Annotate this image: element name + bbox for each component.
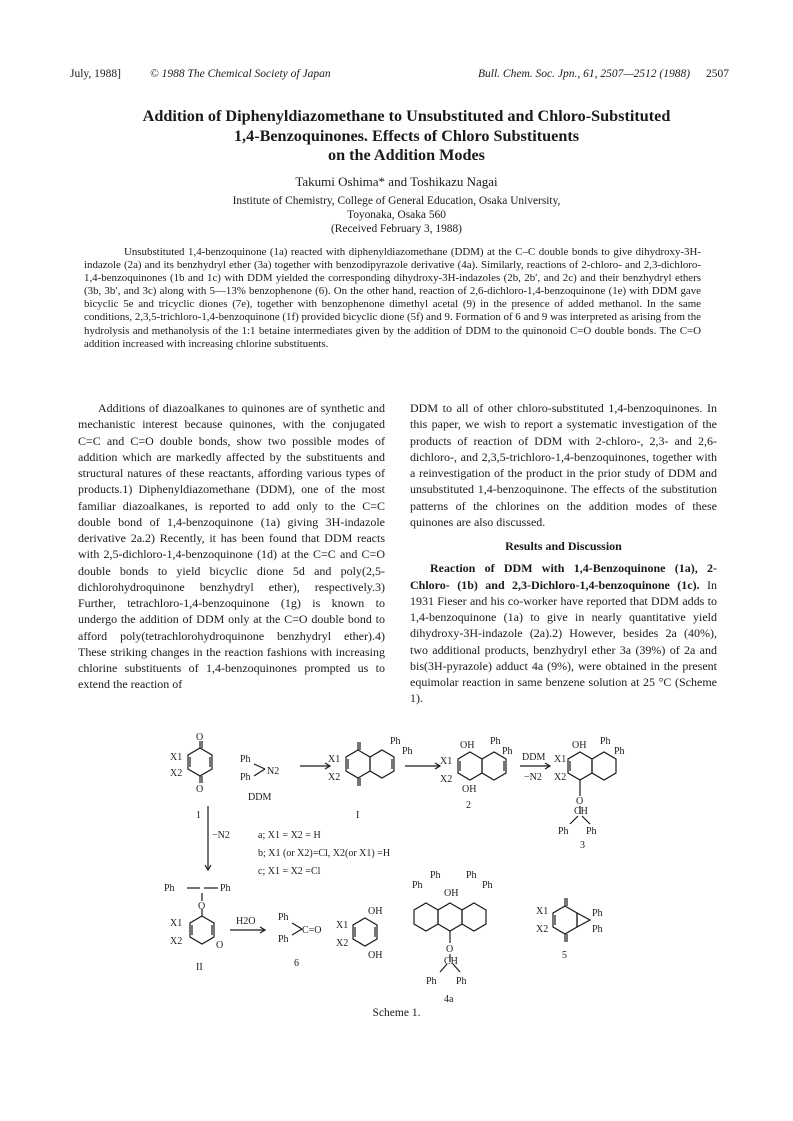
compound-label-6: 6 xyxy=(294,958,299,969)
compound-label-5: 5 xyxy=(562,950,567,961)
compound-label-II: II xyxy=(196,962,203,973)
label-minus-n2: −N2 xyxy=(524,772,542,783)
label-x1: X1 xyxy=(536,906,549,917)
label-x1: X1 xyxy=(336,920,349,931)
label-ph: Ph xyxy=(412,880,423,891)
compound-label-1: 1 xyxy=(196,810,201,821)
header-citation: Bull. Chem. Soc. Jpn., 61, 2507—2512 (1988) xyxy=(478,68,691,80)
label-oh: OH xyxy=(444,888,459,899)
paragraph-text: In 1931 Fieser and his co-worker have reported that DDM adds to 1,4-benzoquinone (1a) to give in nearly quantitative yield dihydroxy-3H-indazole (2a).2) However, besides 2a (40%), two additional products, benzhydryl ether 3a (39%) of 2a and bis(3H-pyrazole) adduct 4a (9%), were obtained in the present equimolar reaction in same benzene solution at 25 °C (Scheme 1). xyxy=(410,577,717,706)
authors: Takumi Oshima* and Toshikazu Nagai xyxy=(295,174,498,189)
label-ddm: DDM xyxy=(522,752,546,763)
label-x2: X2 xyxy=(336,938,349,949)
label-oh: OH xyxy=(460,740,475,751)
affiliation xyxy=(0,194,793,237)
header-copyright: © 1988 The Chemical Society of Japan xyxy=(150,68,331,80)
label-ch: CH xyxy=(574,806,588,817)
label-minus-n2: −N2 xyxy=(212,830,230,841)
label-ph: Ph xyxy=(456,976,467,987)
scheme-caption: Scheme 1. xyxy=(372,1007,421,1019)
substituent-key-b: b; X1 (or X2)=Cl, X2(or X1) =H xyxy=(258,848,391,859)
label-x2: X2 xyxy=(328,772,341,783)
label-ph: Ph xyxy=(430,870,441,881)
label-ph: Ph xyxy=(502,746,513,757)
compound-label-4a: 4a xyxy=(444,994,454,1005)
label-ph: Ph xyxy=(592,908,603,919)
label-ph: Ph xyxy=(586,826,597,837)
label-o: O xyxy=(216,940,224,951)
label-h2o: H2O xyxy=(236,916,256,927)
label-ph: Ph xyxy=(600,736,611,747)
paragraph: DDM to all of other chloro-substituted 1,4-benzoquinones. In this paper, we wish to report a systematic investigation of the products of reaction of DDM with 2-chloro-, 2,3- and 2,6-dichloro-, and 2,3,5-trichloro-1,4-benzoquinones, together with a reinvestigation of the product in the prior study of DDM and unsubstituted 1,4-benzoquinone. The effects of the substitution patterns of the chlorines on the addition modes of these quinones are also discussed. xyxy=(410,401,717,529)
compound-label-2: 2 xyxy=(466,800,471,811)
label-oh: OH xyxy=(462,784,477,795)
label-x2: X2 xyxy=(536,924,549,935)
paragraph xyxy=(410,560,717,706)
label-ph: Ph xyxy=(220,883,231,894)
body-column-left: Additions of diazoalkanes to quinones are of synthetic and mechanistic interest because quinones, with the conjugated C=C and C=O double bonds, show two possible modes of addition which are markedly affected by the substituents and structural natures of these reactants, affording various types of products.1) Diphenyldiazomethane (DDM), one of the most familiar diazoalkanes, is reported to add only to the C=C double bond of 1,4-benzoquinone (1a) giving 3H-indazole derivative 2a.2) Recently, it has been found that DDM reacts with 2,5-dichloro-1,4-benzoquinone (1d) at the C=C and C=O double bonds to yield bicyclic dione 5d and poly(2,5-dichlorohydroquinone benzhydryl ether), respectively.3) Further, tetrachloro-1,4-benzoquinone (1g) is known to undergo the addition of DDM only at the C=O double bond to afford poly(tetrachlorohydroquinone benzhydryl ether).4) These striking changes in the reaction fashions with increasing chlorine substituents of 1,4-benzoquinones prompted us to extend the reaction of xyxy=(78,401,385,692)
label-x2: X2 xyxy=(170,768,183,779)
label-x1: X1 xyxy=(170,918,183,929)
label-ph: Ph xyxy=(558,826,569,837)
label-oh: OH xyxy=(368,906,383,917)
label-n2: N2 xyxy=(267,766,280,777)
compound-label-I: I xyxy=(356,810,360,821)
header-page-number: 2507 xyxy=(706,68,729,80)
label-ph: Ph xyxy=(482,880,493,891)
label-x1: X1 xyxy=(440,756,453,767)
title-line: 1,4-Benzoquinones. Effects of Chloro Substituents xyxy=(233,126,580,145)
label-o: O xyxy=(576,796,584,807)
abstract: Unsubstituted 1,4-benzoquinone (1a) reacted with diphenyldiazomethane (DDM) at the C–C double bonds to give dihydroxy-3H-indazole (2a) and its benzhydryl ether (3a) together with benzodipyrazole derivative (4a). Similarly, reactions of 2-chloro- and 2,3-dichloro-1,4-benzoquinones (1b and 1c) with DDM yielded the corresponding dihydroxy-3H-indazoles (2b, 2b′, and 2c) and their benzhydryl ethers (3b, 3b′, and 3c) along with 5—13% benzophenone (6). On the other hand, reaction of 2,6-dichloro-1,4-benzoquinone (1e) with DDM gave bicyclic 5e and tricyclic diones (7e), together with benzophenone dimethyl acetal (9) in the presence of added methanol. In the same conditions, 2,3,5-trichloro-1,4-benzoquinone (1f) provided bicyclic dione (5f) and 9. Formation of 6 and 9 was interpreted as arising from the hydrolysis and methanolysis of the 1:1 betaine intermediates given by the addition of DDM to the quinonoid C=O double bonds. The C=O addition increased with increasing chlorine substituents. xyxy=(84,246,701,350)
label-oh: OH xyxy=(572,740,587,751)
label-x1: X1 xyxy=(170,752,183,763)
received-date: (Received February 3, 1988) xyxy=(331,223,462,236)
article-title xyxy=(60,107,753,166)
label-ph: Ph xyxy=(164,883,175,894)
label-ph: Ph xyxy=(240,772,251,783)
header-date: July, 1988] xyxy=(70,68,122,80)
label-x2: X2 xyxy=(170,936,183,947)
label-c-eq-o: C=O xyxy=(302,925,322,936)
label-ddm: DDM xyxy=(248,792,272,803)
reaction-scheme xyxy=(150,732,670,1008)
label-ph: Ph xyxy=(278,912,289,923)
label-x1: X1 xyxy=(328,754,341,765)
substituent-key-a: a; X1 = X2 = H xyxy=(258,830,321,841)
label-ph: Ph xyxy=(402,746,413,757)
label-o: O xyxy=(196,784,204,795)
label-ph: Ph xyxy=(240,754,251,765)
title-line: on the Addition Modes xyxy=(328,146,485,164)
label-o: O xyxy=(446,944,454,955)
title-line: Addition of Diphenyldiazomethane to Unsubstituted and Chloro-Substituted xyxy=(142,107,671,125)
section-heading: Results and Discussion xyxy=(505,539,622,553)
body-column-right xyxy=(410,400,717,707)
run-in-heading: Reaction of DDM with 1,4-Benzoquinone (1a), 2-Chloro- (1b) and 2,3-Dichloro-1,4-benzoquinone (1c). xyxy=(410,561,717,592)
substituent-key-c: c; X1 = X2 =Cl xyxy=(258,866,321,877)
label-ph: Ph xyxy=(614,746,625,757)
label-x1: X1 xyxy=(554,754,567,765)
label-ph: Ph xyxy=(490,736,501,747)
compound-label-3: 3 xyxy=(580,840,585,851)
label-ph: Ph xyxy=(466,870,477,881)
affiliation-city: Toyonaka, Osaka 560 xyxy=(347,209,446,222)
label-oh: OH xyxy=(368,950,383,961)
label-o: O xyxy=(198,901,206,912)
label-ch: CH xyxy=(444,956,458,967)
label-o: O xyxy=(196,732,204,743)
label-ph: Ph xyxy=(390,736,401,747)
label-ph: Ph xyxy=(426,976,437,987)
label-ph: Ph xyxy=(278,934,289,945)
label-ph: Ph xyxy=(592,924,603,935)
label-x2: X2 xyxy=(440,774,453,785)
label-x2: X2 xyxy=(554,772,567,783)
affiliation-institute: Institute of Chemistry, College of General Education, Osaka University, xyxy=(232,195,561,207)
